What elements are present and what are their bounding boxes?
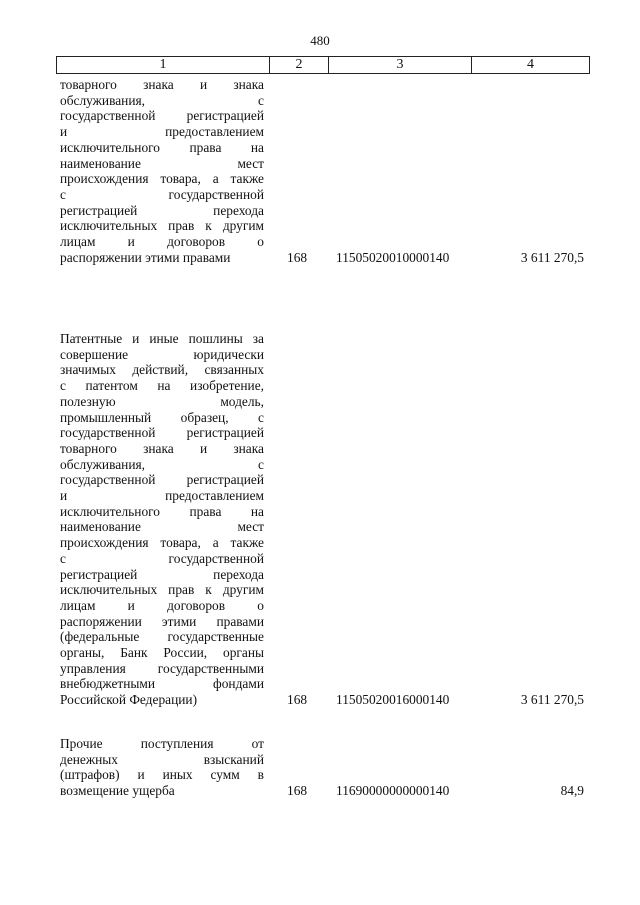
description-line: государственной регистрацией: [60, 425, 264, 441]
amount: 3 611 270,5: [520, 249, 584, 265]
description-line: распоряжении этими правами: [60, 249, 231, 265]
description-line: государственной регистрацией: [60, 108, 264, 124]
description-line: наименование мест: [60, 519, 264, 535]
column-header-3: 3: [329, 57, 472, 73]
description-line: промышленный образец, с: [60, 409, 264, 425]
description-line: исключительных прав к другим: [60, 218, 264, 234]
description-line: значимых действий, связанных: [60, 362, 264, 378]
description-line: возмещение ущерба: [60, 783, 175, 799]
table-header: [56, 56, 590, 74]
description-line: Патентные и иные пошлины за: [60, 331, 264, 346]
description-line: (штрафов) и иных сумм в: [60, 767, 264, 783]
description-line: происхождения товара, а также: [60, 535, 264, 551]
row-description: [60, 77, 264, 265]
description-line: исключительного права на: [60, 503, 264, 519]
description-line: лицам и договоров о: [60, 234, 264, 250]
description-line: Российской Федерации): [60, 692, 198, 708]
admin-code: 168: [287, 783, 308, 799]
description-line: исключительных прав к другим: [60, 582, 264, 598]
row-description: [60, 331, 264, 708]
kbk-code: 11505020016000140: [336, 692, 450, 708]
description-line: происхождения товара, а также: [60, 171, 264, 187]
description-line: и предоставлением: [60, 124, 264, 140]
description-line: (федеральные государственные: [60, 629, 264, 645]
row-description: [60, 736, 264, 799]
description-line: исключительного права на: [60, 139, 264, 155]
description-line: органы, Банк России, органы: [60, 645, 264, 661]
description-line: лицам и договоров о: [60, 597, 264, 613]
column-header-4: 4: [527, 57, 534, 72]
description-line: и предоставлением: [60, 488, 264, 504]
page-number: 480: [310, 33, 330, 48]
description-line: Прочие поступления от: [60, 736, 264, 751]
description-line: регистрацией перехода: [60, 202, 264, 218]
description-line: денежных взысканий: [60, 751, 264, 767]
description-line: обслуживания, с: [60, 92, 264, 108]
admin-code: 168: [287, 692, 308, 708]
column-header-2: 2: [270, 57, 329, 73]
description-line: распоряжении этими правами: [60, 613, 264, 629]
amount: 3 611 270,5: [520, 692, 584, 708]
description-line: полезную модель,: [60, 393, 264, 409]
description-line: управления государственными: [60, 660, 264, 676]
description-line: обслуживания, с: [60, 456, 264, 472]
description-line: внебюджетными фондами: [60, 676, 264, 692]
description-line: совершение юридически: [60, 346, 264, 362]
description-line: регистрацией перехода: [60, 566, 264, 582]
admin-code: 168: [287, 249, 308, 265]
description-line: государственной регистрацией: [60, 472, 264, 488]
description-line: наименование мест: [60, 155, 264, 171]
description-line: товарного знака и знака: [60, 440, 264, 456]
column-header-1: 1: [57, 57, 270, 73]
description-line: товарного знака и знака: [60, 77, 264, 92]
description-line: с государственной: [60, 186, 264, 202]
description-line: с государственной: [60, 550, 264, 566]
amount: 84,9: [560, 783, 584, 799]
kbk-code: 11505020010000140: [336, 249, 450, 265]
description-line: с патентом на изобретение,: [60, 378, 264, 394]
kbk-code: 11690000000000140: [336, 783, 450, 799]
